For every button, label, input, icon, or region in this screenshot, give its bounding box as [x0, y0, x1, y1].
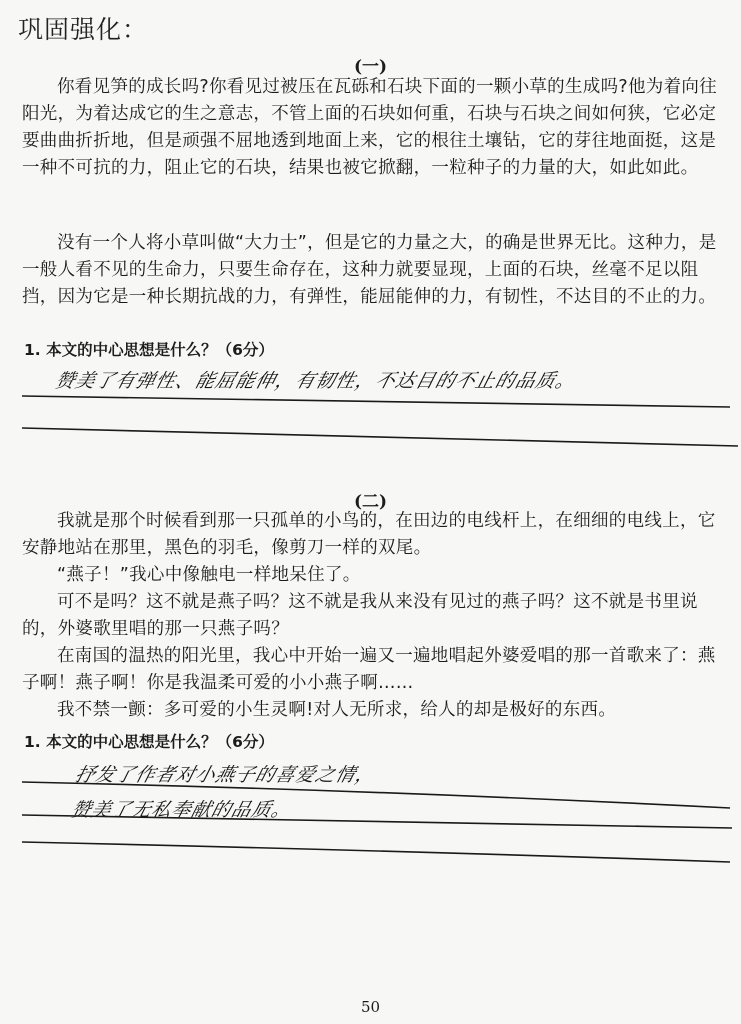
section-1-question: 1. 本文的中心思想是什么？（6分）: [24, 341, 274, 359]
section-2-paragraph-4: 在南国的温热的阳光里，我心中开始一遍又一遍地唱起外婆爱唱的那一首歌来了：燕子啊！燕子啊！你是我温柔可爱的小小燕子啊……: [22, 646, 716, 693]
section-1-paragraph-1: 你看见笋的成长吗?你看见过被压在瓦砾和石块下面的一颗小草的生成吗?他为着向往阳光，为着达成它的生之意志，不管上面的石块如何重，石块与石块之间如何狭，它必定要曲曲折折地，但是顽强不屈地透到地面上来，它的根往土壤钻，它的芽往地面挺，这是一种不可抗的力，阻止它的石块，结果也被它掀翻，一粒种子的力量的大，如此如此。: [22, 77, 717, 178]
section-2-paragraph-3: 可不是吗？这不就是燕子吗？这不就是我从来没有见过的燕子吗？这不就是书里说的，外婆歌里唱的那一只燕子吗？: [22, 592, 698, 639]
section-2-paragraph-2: “燕子！”我心中像触电一样地呆住了。: [57, 565, 361, 585]
page-heading: 巩固强化：: [18, 15, 149, 44]
answer-line-2b: [22, 815, 732, 828]
section-2-question: 1. 本文的中心思想是什么？（6分）: [24, 733, 274, 751]
section-1-title: (一): [353, 57, 388, 77]
answer-line-1a: [22, 396, 730, 407]
section-2-title: (二): [353, 492, 388, 512]
section-2-paragraph-1: 我就是那个时候看到那一只孤单的小鸟的，在田边的电线杆上，在细细的电线上，它安静地站在那里，黑色的羽毛，像剪刀一样的双尾。: [22, 511, 716, 558]
answer-line-1b: [22, 428, 738, 446]
section-2-handwritten-answer-line-1: 抒发了作者对小燕子的喜爱之情，: [72, 764, 379, 786]
section-1-handwritten-answer: 赞美了有弹性、能屈能伸，有韧性，不达目的不止的品质。: [52, 370, 579, 392]
section-2-handwritten-answer-line-2: 赞美了无私奉献的品质。: [68, 799, 295, 821]
section-1-paragraph-2: 没有一个人将小草叫做“大力士”，但是它的力量之大，的确是世界无比。这种力，是一般人看不见的生命力，只要生命存在，这种力就要显现，上面的石块，丝毫不足以阻挡，因为它是一种长期抗战的力，有弹性，能屈能伸的力，有韧性，不达目的不止的力。: [22, 233, 717, 307]
page-number: 50: [360, 998, 381, 1016]
section-2-paragraph-5: 我不禁一颤：多可爱的小生灵啊!对人无所求，给人的却是极好的东西。: [57, 700, 617, 720]
answer-line-2c: [22, 842, 730, 862]
answer-line-2a: [22, 782, 730, 808]
